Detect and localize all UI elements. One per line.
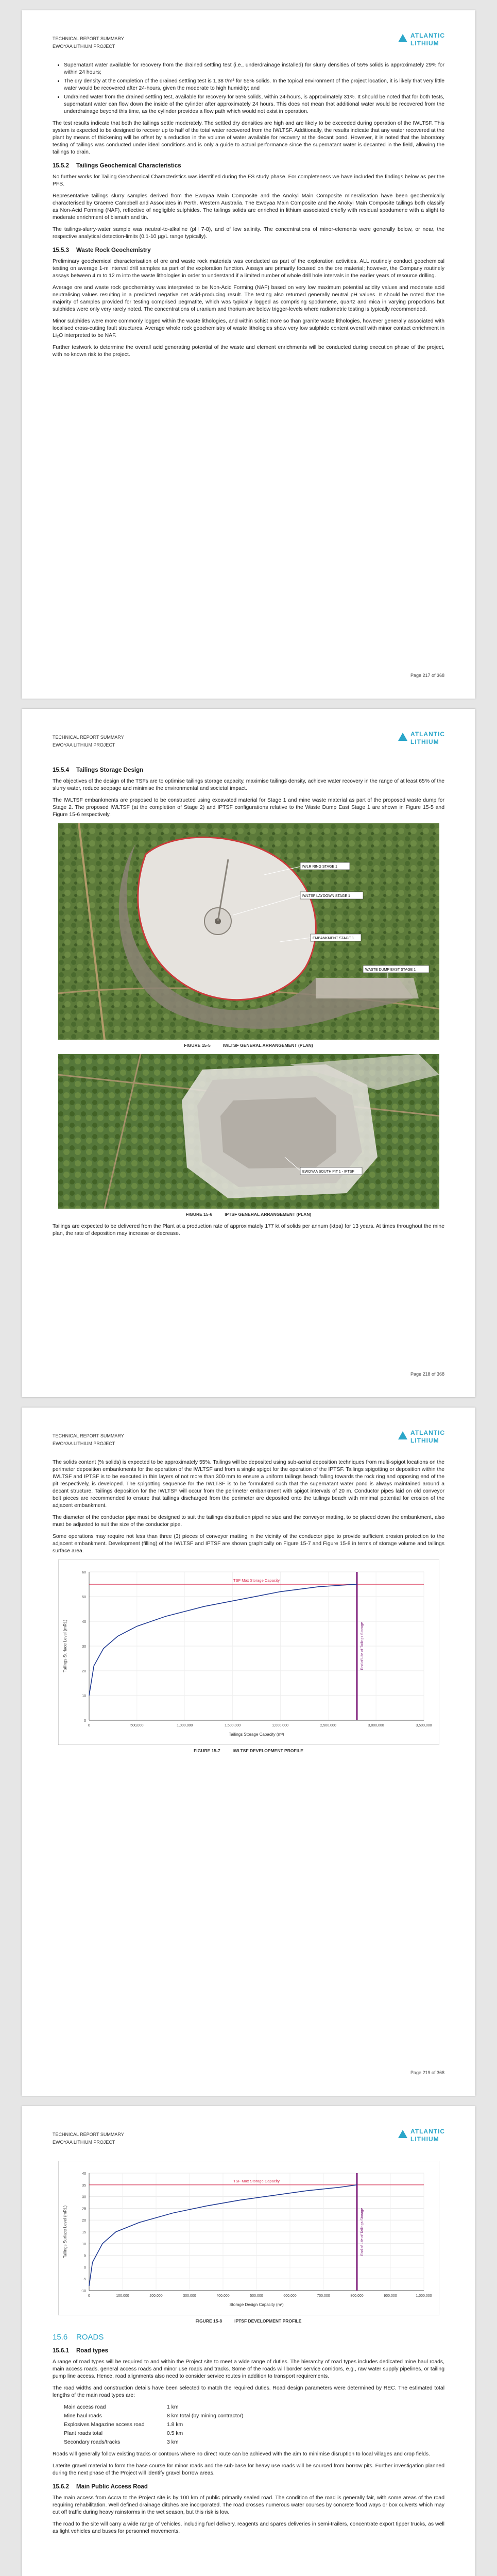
page-content [53,62,444,363]
end-of-life-label: End of Life of Tailings Storage [360,1622,364,1670]
x-tick-label: 2,000,000 [272,1724,288,1727]
paragraph: Further testwork to determine the overall acid generating potential of the waste and element enrichments will be conducted during execution phase of the project, with no known risk to the project. [53,345,444,358]
report-title: TECHNICAL REPORT SUMMARY [53,1433,124,1438]
paragraph: The objectives of the design of the TSFs are to optimise tailings storage capacity, maximise tailings density, achieve water recovery in the range of at least 65% of the slurry water, reduce seepage and minimise the environmental and societal impact. [53,778,444,791]
page-number: Page 219 of 368 [410,2070,444,2075]
x-tick-label: 300,000 [182,2294,196,2298]
paragraph: Preliminary geochemical characterisation of ore and waste rock materials was conducted as part of the exploration activities. ALL routinely conduct geochemical testing on average 1-m interval drill samples as part of the exploration function. Assays are primarily focused on the ore material; however, the Company routinely assays between 4 m to 12 m into the waste lithologies in order to understand if a limited number of whole drill hole intervals in the earlier years of resource drilling. [53,259,444,279]
project-name: EWOYAA LITHIUM PROJECT [53,742,115,748]
x-tick-label: 500,000 [249,2294,263,2298]
x-tick-label: 0 [88,2294,90,2298]
paragraph: Some operations may require not less than three (3) pieces of conveyor matting in the vicinity of the conductor pipe to provide sufficient erosion protection to the adjacent embankment. Development (filling) of the IWLTSF and IPTSF are shown graphically on Figure 15-7 and Figure 15-8 in terms of storage volume and tailings surface area. [53,1534,444,1554]
x-tick-label: 400,000 [216,2294,230,2298]
paragraph: A range of road types will be required to and within the Project site to meet a wide range of duties. The hierarchy of road types includes dedicated mine haul roads, main access roads, general access roads and minor use roads and tracks. Some of the roads will border service corridors, e.g., raw water supply pipelines, or tailing pump line access. Hence, road alignments also need to consider service routes in addition to transport requirements. [53,2359,444,2379]
road-lengths-list [53,2404,444,2446]
x-tick-label: 1,000,000 [176,1724,193,1727]
list-item: Plant roads total 0.5 km [64,2431,183,2436]
figure-caption: FIGURE 15-8 IPTSF DEVELOPMENT PROFILE [195,2318,302,2324]
page-header [53,1432,124,1448]
page-header [53,35,124,50]
x-tick-label: 1,000,000 [415,2294,432,2298]
y-tick-label: 0 [83,2266,86,2270]
section-heading: 15.5.4 Tailings Storage Design [53,767,144,773]
figure-caption: FIGURE 15-6 IPTSF GENERAL ARRANGEMENT (PLAN) [185,1212,312,1217]
x-tick-label: 200,000 [149,2294,163,2298]
atlantic-lithium-logo: ATLANTIC LITHIUM [398,1428,444,1449]
svg-text:EWOYAA SOUTH PIT 1 - IPTSF: EWOYAA SOUTH PIT 1 - IPTSF [302,1170,354,1174]
list-item: Explosives Magazine access road 1.8 km [64,2422,183,2428]
paragraph: The test results indicate that both the tailings settle moderately. The settled dry densities are high and are likely to be exceeded during operation of the IWLTSF. This system is expected to be designed to recover up to half of the total water recovered from the IWLTSF. Additionally, the results indicate that any water recovered at the plant by means of thickening will be offset by a reduction in the volume of water available for recovery at the decant pond. However, it is noted that the laboratory testing of tailings was conducted under ideal conditions and is only a guide to actual performance since the supernatant water is decanted in the field, allowing the tailings to drain. [53,121,444,155]
y-tick-label: -10 [80,2290,86,2293]
y-tick-label: 25 [81,2207,86,2211]
figure-caption: FIGURE 15-7 IWLTSF DEVELOPMENT PROFILE [194,1748,303,1753]
end-of-life-label: End of Life of Tailings Storage [360,2208,364,2256]
settling-test-bullets [53,62,444,115]
section-heading: 15.5.3 Waste Rock Geochemistry [53,247,151,253]
page-219 [22,1408,475,2096]
iwltsf-development-chart [58,1560,439,1745]
svg-text:WASTE DUMP EAST STAGE 1: WASTE DUMP EAST STAGE 1 [365,968,416,972]
y-tick-label: 50 [81,1596,86,1599]
section-heading-major: 15.6 ROADS [53,2333,104,2342]
x-tick-label: 100,000 [115,2294,129,2298]
y-axis-title: Tailings Surface Level (mRL) [62,2205,67,2259]
report-title: TECHNICAL REPORT SUMMARY [53,2132,124,2137]
x-tick-label: 3,000,000 [368,1724,384,1727]
paragraph: The road to the site will carry a wide range of vehicles, including fuel delivery, reagents and spares deliveries in semi-trailers, concentrate export tipper trucks, as well as light vehicles and buses for personnel movements. [53,2521,444,2534]
y-tick-label: 20 [81,2219,86,2223]
x-tick-label: 3,500,000 [415,1724,432,1727]
logo-triangle-icon [398,733,407,741]
y-tick-label: 10 [81,2242,86,2246]
y-tick-label: 5 [83,2254,86,2258]
atlantic-lithium-logo: ATLANTIC LITHIUM [398,730,444,750]
page-header [53,734,124,749]
page-number: Page 218 of 368 [410,1371,444,1377]
x-axis-title: Tailings Storage Capacity (m³) [228,1732,284,1737]
page-content [53,1459,444,1759]
y-tick-label: 30 [81,1645,86,1649]
x-tick-label: 900,000 [383,2294,397,2298]
svg-text:IWLTSF LAYDOWN STAGE 1: IWLTSF LAYDOWN STAGE 1 [302,894,350,898]
page-content [53,2158,444,2540]
list-item: • The dry density at the completion of the drained settling test is 1.38 t/m³ for 55% solids. In the topical environment of the project location, it is likely that very little water would be recovered after 24-hours, given the moderate to high humidity; and [64,78,444,92]
y-tick-label: 30 [81,2195,86,2199]
x-tick-label: 500,000 [130,1724,144,1727]
section-heading: 15.6.1 Road types [53,2348,108,2354]
logo-triangle-icon [398,1431,407,1439]
y-axis-title: Tailings Surface Level (mRL) [62,1619,67,1673]
report-title: TECHNICAL REPORT SUMMARY [53,36,124,41]
y-tick-label: 40 [81,1620,86,1624]
figure-caption: FIGURE 15-5 IWLTSF GENERAL ARRANGEMENT (PLAN) [184,1043,313,1048]
y-tick-label: 15 [81,2231,86,2234]
page-217 [22,10,475,699]
chart-frame [58,2161,439,2315]
page-header [53,2131,124,2146]
logo-triangle-icon [398,34,407,42]
svg-text:IWLR RING STAGE 1: IWLR RING STAGE 1 [302,865,337,869]
list-item: • Supernatant water available for recovery from the drained settling test (i.e., underdrainage installed) for slurry densities of 55% solids is approximately 29% for within 24 hours; [64,62,444,76]
x-tick-label: 600,000 [283,2294,297,2298]
paragraph: The IWLTSF embankments are proposed to be constructed using excavated material for Stage 1 and mine waste material as part of the proposed waste dump for Stage 2. The proposed IWLTSF (at the completion of Stage 2) and IPTSF configurations relative to the Waste Dump East Stage 1 are shown in Figure 15-5 and Figure 15-6 respectively. [53,798,444,818]
list-item: Main access road 1 km [64,2404,179,2410]
y-tick-label: 10 [81,1694,86,1698]
x-tick-label: 800,000 [350,2294,364,2298]
project-name: EWOYAA LITHIUM PROJECT [53,2140,115,2145]
paragraph: Tailings are expected to be delivered from the Plant at a production rate of approximately 177 kt of solids per annum (ktpa) for 13 years. At times throughout the mine plan, the rate of deposition may increase or decrease. [53,1224,444,1236]
svg-text:EMBANKMENT STAGE 1: EMBANKMENT STAGE 1 [312,937,354,940]
x-tick-label: 0 [88,1724,90,1727]
iwltsf-aerial-map [58,823,439,1040]
iptsf-development-chart [58,2161,439,2315]
iptsf-aerial-map [58,1054,439,1209]
y-tick-label: 40 [81,2172,86,2176]
x-tick-label: 2,500,000 [320,1724,336,1727]
y-tick-label: 0 [83,1719,86,1723]
paragraph: The main access from Accra to the Project site is by 100 km of public primarily sealed road. The condition of the road is generally fair, with some areas of the road requiring rehabilitation. Well defined drainage ditches are incorporated. The road crosses numerous water courses by concrete flood ways or box culverts which may cut off traffic during heavy rainstorms in the wet season, but this risk is low. [53,2495,444,2515]
page-number: Page 217 of 368 [410,673,444,678]
chart-title: TSF Max Storage Capacity [233,1578,280,1583]
atlantic-lithium-logo: ATLANTIC LITHIUM [398,2127,444,2147]
section-heading: 15.6.2 Main Public Access Road [53,2484,148,2490]
page-content [53,760,444,1242]
paragraph: The road widths and construction details have been selected to match the required duties. Road design parameters were determined by REC. The estimated total lengths of the main road types are: [53,2385,444,2398]
chart-frame [58,1560,439,1745]
paragraph: Minor sulphides were more commonly logged within the waste lithologies, and within schist more so than granite waste lithologies, however generally associated with localised cross-cutting fault structures. Average whole rock geochemistry of waste lithologies show very low sulphide content overall with minor contact enrichment in Li₂O interpreted to be NAF. [53,318,444,338]
y-tick-label: -5 [82,2278,86,2282]
report-title: TECHNICAL REPORT SUMMARY [53,735,124,740]
paragraph: Average ore and waste rock geochemistry was interpreted to be Non-Acid Forming (NAF) based on very low maximum potential acidity values and moderate acid neutralising values resulting in a predicted negative net acid-producing result. The testing also returned generally neutral pH values. It should be noted that the majority of samples provided for testing comprised pegmatite, which was typically logged as comprising spodumene, quartz and mica in varying proportions but sulphides were only very rarely noted. The concentrations of uranium and thorium are below trigger-levels where radiometric testing is typically recommended. [53,285,444,312]
project-name: EWOYAA LITHIUM PROJECT [53,44,115,49]
list-item: • Undrained water from the drained settling test, available for recovery for 55% solids, within 24-hours, is approximately 31%. It should be noted that for both tests, supernatant water can flow down the inside of the cylinder after approximately 24 hours. This does not mean that additional water would be recovered from the underdrainage beyond this time, as the cylinder provides a flow path which would not exist in operation. [64,94,444,115]
page-220 [22,2106,475,2576]
chart-title: TSF Max Storage Capacity [233,2178,280,2183]
y-tick-label: 60 [81,1571,86,1574]
section-heading: 15.5.2 Tailings Geochemical Characteristics [53,163,181,169]
paragraph: The solids content (% solids) is expected to be approximately 55%. Tailings will be deposited using sub-aerial deposition techniques from multi-spigot locations on the perimeter deposition embankments for the operation of the IWLTSF and from a single spigot for the operation of the IPTSF. Tailings spigotting or deposition within the IWLTSF and IPTSF is to be executed in thin layers of not more than 300 mm to ensure a uniform tailings beach falling towards the rock ring and opposing end of the pit respectively, is developed. The spigotting sequence for the IWLTSF is to be formulated such that the supernatant water pond is always maintained around a decant structure. Tailings deposition for the IWLTSF will occur from the perimeter embankment with spigot intervals of 20 m. Conductor pipes laid on old conveyor belt pieces are recommended to ensure that tailings discharged from the perimeter are deposited onto the tailings beach with minimal potential for erosion of the adjacent embankment. [53,1460,444,1509]
paragraph: No further works for Tailing Geochemical Characteristics was identified during the FS study phase. For completeness we have included the findings below as per the PFS. [53,174,444,187]
x-axis-title: Storage Design Capacity (m³) [229,2302,284,2307]
project-name: EWOYAA LITHIUM PROJECT [53,1441,115,1446]
page-218 [22,709,475,1397]
paragraph: Representative tailings slurry samples derived from the Ewoyaa Main Composite and the Anokyi Main Composite mineralisation have been geochemically characterised by Graeme Campbell and Associates in Perth, Western Australia. The Ewoyaa Main Composite and the Anokyi Main Composite tailings both classify as Non-Acid Forming (NAF), reflective of negligible sulphides. The tailings solids are enriched in lithium associated chiefly with residual spodumene with a slight to moderate enrichment of bismuth and tin. [53,193,444,221]
paragraph: Roads will generally follow existing tracks or contours where no direct route can be achieved with the aim to minimise disruption to local villages and crop fields. [53,2451,430,2457]
atlantic-lithium-logo: ATLANTIC LITHIUM [398,31,444,52]
logo-triangle-icon [398,2130,407,2138]
y-tick-label: 20 [81,1670,86,1673]
paragraph: The diameter of the conductor pipe must be designed to suit the tailings distribution pipeline size and the conveyor matting, to be placed down the embankment, also must be adjusted to suit the size of the conductor pipe. [53,1515,444,1528]
list-item: Mine haul roads 8 km total (by mining contractor) [64,2413,244,2419]
list-item: Secondary roads/tracks 3 km [64,2439,179,2445]
paragraph: Laterite gravel material to form the base course for minor roads and the sub-base for heavy use roads will be sourced from borrow pits. Further investigation planned during the next phase of the Project will identify gravel borrow areas. [53,2463,444,2476]
y-tick-label: 35 [81,2183,86,2188]
x-tick-label: 700,000 [316,2294,330,2298]
x-tick-label: 1,500,000 [224,1724,241,1727]
paragraph: The tailings-slurry-water sample was neutral-to-alkaline (pH 7-8), and of low salinity. The concentrations of minor-elements were generally below, or near, the respective analytical detection-limits (0.1-10 µg/L range typically). [53,227,444,240]
